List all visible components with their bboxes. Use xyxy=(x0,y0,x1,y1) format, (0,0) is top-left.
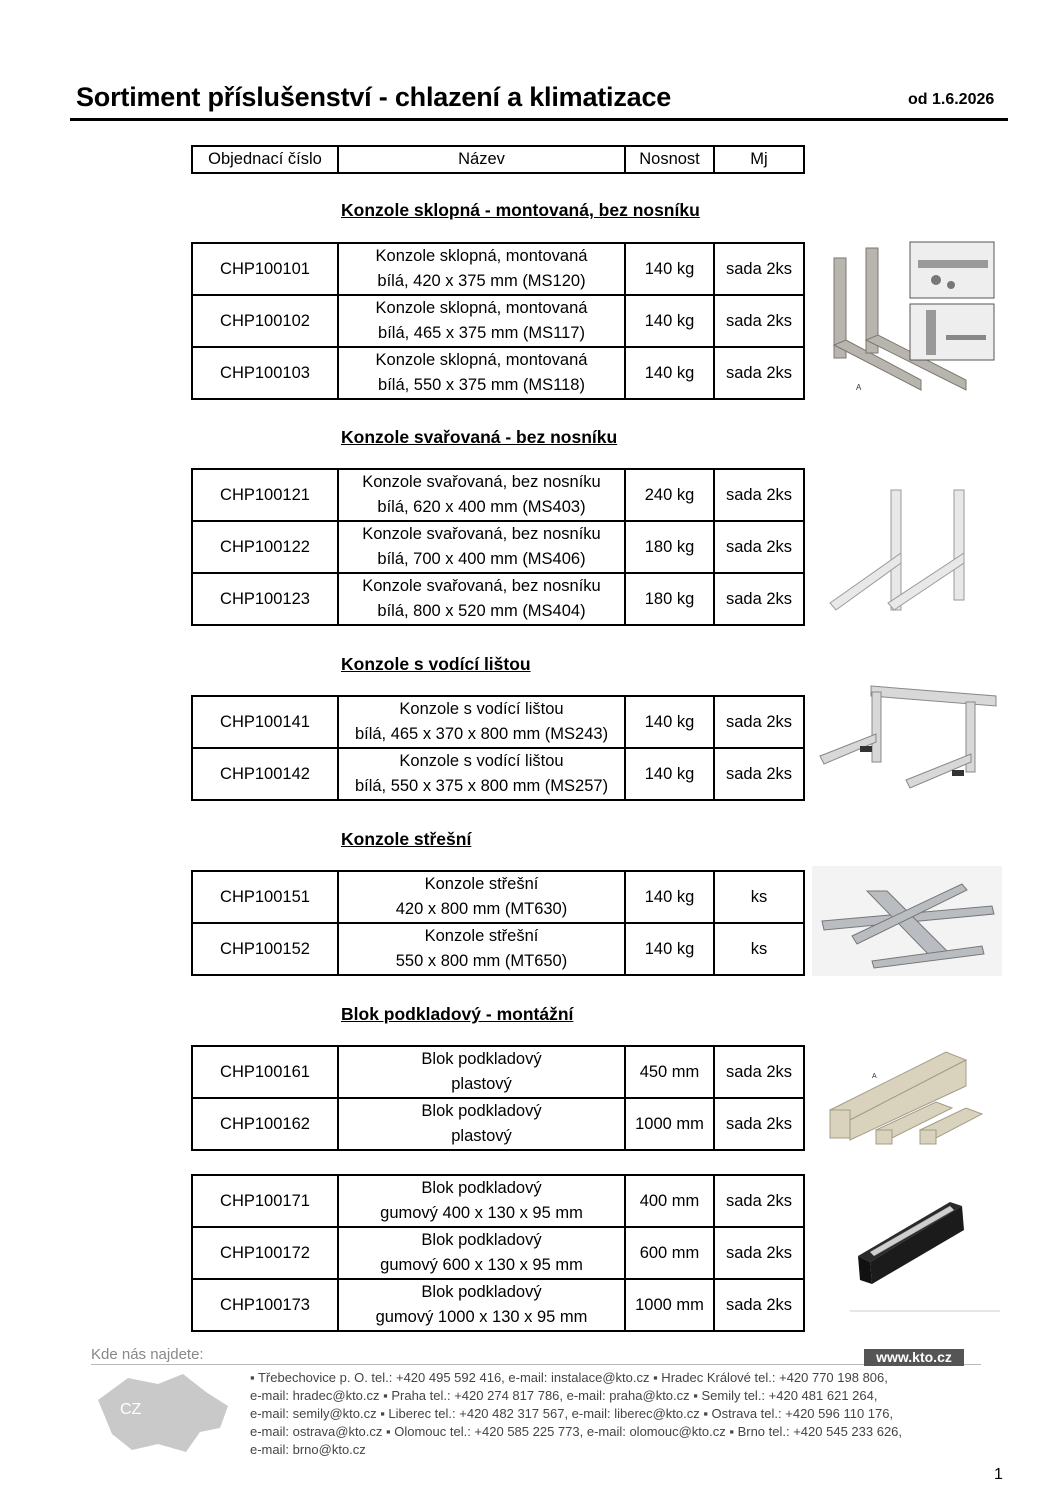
product-name-line: bílá, 800 x 520 mm (MS404) xyxy=(377,602,586,620)
product-name xyxy=(338,521,625,573)
order-code: CHP100152 xyxy=(192,923,338,975)
valid-from-date: od 1.6.2026 xyxy=(908,91,995,108)
product-name xyxy=(338,1227,625,1279)
website-badge[interactable]: www.kto.cz xyxy=(864,1349,964,1366)
unit: sada 2ks xyxy=(714,1175,804,1227)
order-code: CHP100151 xyxy=(192,871,338,923)
roof-bracket-image xyxy=(812,866,1002,976)
order-code: CHP100142 xyxy=(192,748,338,800)
product-name-line: Blok podkladový xyxy=(421,1283,542,1301)
load-capacity: 400 mm xyxy=(625,1175,714,1227)
table-row xyxy=(192,871,804,923)
czech-map-icon xyxy=(88,1370,238,1460)
plastic-block-image xyxy=(826,1050,986,1146)
column-header-load: Nosnost xyxy=(625,146,714,173)
table-row xyxy=(192,1098,804,1150)
product-table xyxy=(191,468,805,626)
contact-line: ▪ Třebechovice p. O. tel.: +420 495 592 416, e-mail: instalace@kto.cz ▪ Hradec Králové tel.: +420 770 198 806, xyxy=(250,1370,888,1385)
table-row xyxy=(192,923,804,975)
contact-line: e-mail: semily@kto.cz ▪ Liberec tel.: +420 482 317 567, e-mail: liberec@kto.cz ▪ Ostrava tel.: +420 596 110 176, xyxy=(250,1406,894,1421)
product-name-line: Konzole střešní xyxy=(424,927,539,945)
product-table xyxy=(191,242,805,400)
contact-line: e-mail: ostrava@kto.cz ▪ Olomouc tel.: +420 585 225 773, e-mail: olomouc@kto.cz ▪ Brno tel.: +420 545 233 626, xyxy=(250,1424,903,1439)
contact-info xyxy=(250,1369,970,1459)
order-code: CHP100122 xyxy=(192,521,338,573)
order-code: CHP100103 xyxy=(192,347,338,399)
product-name-line: Blok podkladový xyxy=(421,1050,542,1068)
product-name-line: bílá, 700 x 400 mm (MS406) xyxy=(377,550,586,568)
product-name-line: plastový xyxy=(451,1075,512,1093)
table-row xyxy=(192,1046,804,1098)
unit: sada 2ks xyxy=(714,696,804,748)
column-header-name: Název xyxy=(338,146,625,173)
order-code: CHP100123 xyxy=(192,573,338,625)
load-capacity: 450 mm xyxy=(625,1046,714,1098)
product-name-line: gumový 400 x 130 x 95 mm xyxy=(380,1204,583,1222)
page-number: 1 xyxy=(994,1466,1003,1483)
order-code: CHP100161 xyxy=(192,1046,338,1098)
product-name xyxy=(338,573,625,625)
product-name xyxy=(338,469,625,521)
column-header-unit: Mj xyxy=(714,146,804,173)
section-title: Konzole sklopná - montovaná, bez nosníku xyxy=(341,200,700,220)
unit: sada 2ks xyxy=(714,521,804,573)
load-capacity: 140 kg xyxy=(625,295,714,347)
load-capacity: 1000 mm xyxy=(625,1098,714,1150)
load-capacity: 140 kg xyxy=(625,748,714,800)
product-table xyxy=(191,695,805,801)
section-title: Konzole s vodící lištou xyxy=(341,654,531,674)
product-name-line: gumový 600 x 130 x 95 mm xyxy=(380,1256,583,1274)
product-name xyxy=(338,243,625,295)
unit: sada 2ks xyxy=(714,469,804,521)
product-name-line: gumový 1000 x 130 x 95 mm xyxy=(375,1308,588,1326)
unit: sada 2ks xyxy=(714,347,804,399)
order-code: CHP100102 xyxy=(192,295,338,347)
order-code: CHP100172 xyxy=(192,1227,338,1279)
table-row xyxy=(192,347,804,399)
product-name-line: 550 x 800 mm (MT650) xyxy=(395,952,568,970)
footer-label: Kde nás najdete: xyxy=(91,1346,204,1363)
contact-line: e-mail: hradec@kto.cz ▪ Praha tel.: +420 274 817 786, e-mail: praha@kto.cz ▪ Semily tel.: +420 481 621 264, xyxy=(250,1388,878,1403)
product-name-line: bílá, 420 x 375 mm (MS120) xyxy=(377,272,586,290)
table-row xyxy=(192,295,804,347)
product-name-line: Blok podkladový xyxy=(421,1179,542,1197)
table-row xyxy=(192,521,804,573)
unit: ks xyxy=(714,923,804,975)
contact-line: e-mail: brno@kto.cz xyxy=(250,1442,366,1457)
product-name-line: bílá, 550 x 375 mm (MS118) xyxy=(378,376,585,394)
rubber-block-image xyxy=(850,1196,1002,1314)
load-capacity: 180 kg xyxy=(625,521,714,573)
load-capacity: 140 kg xyxy=(625,243,714,295)
load-capacity: 140 kg xyxy=(625,347,714,399)
load-capacity: 140 kg xyxy=(625,923,714,975)
dimension-marker: A xyxy=(872,1073,877,1080)
product-name-line: bílá, 465 x 370 x 800 mm (MS243) xyxy=(354,725,609,743)
dimension-marker: A xyxy=(856,383,862,392)
table-row xyxy=(192,748,804,800)
product-name-line: Konzole sklopná, montovaná xyxy=(375,299,588,317)
column-header-table xyxy=(191,145,805,174)
order-code: CHP100162 xyxy=(192,1098,338,1150)
table-row xyxy=(192,1279,804,1331)
product-name xyxy=(338,295,625,347)
unit: sada 2ks xyxy=(714,573,804,625)
product-name xyxy=(338,1098,625,1150)
unit: sada 2ks xyxy=(714,1046,804,1098)
section-title: Konzole střešní xyxy=(341,829,472,849)
product-name xyxy=(338,347,625,399)
unit: sada 2ks xyxy=(714,1227,804,1279)
product-name xyxy=(338,1046,625,1098)
product-table xyxy=(191,1045,805,1151)
unit: ks xyxy=(714,871,804,923)
product-name-line: Konzole svařovaná, bez nosníku xyxy=(362,577,601,595)
load-capacity: 240 kg xyxy=(625,469,714,521)
table-row xyxy=(192,696,804,748)
product-name-line: Konzole sklopná, montovaná xyxy=(375,247,588,265)
page-title: Sortiment příslušenství - chlazení a klimatizace xyxy=(76,82,672,112)
order-code: CHP100141 xyxy=(192,696,338,748)
product-name xyxy=(338,1279,625,1331)
table-row xyxy=(192,573,804,625)
welded-bracket-image xyxy=(826,488,976,613)
folding-bracket-image xyxy=(826,240,996,400)
product-name-line: Konzole s vodící lištou xyxy=(399,700,564,718)
product-name-line: Blok podkladový xyxy=(421,1231,542,1249)
product-name xyxy=(338,696,625,748)
product-name-line: Blok podkladový xyxy=(421,1102,542,1120)
load-capacity: 600 mm xyxy=(625,1227,714,1279)
column-header-code: Objednací číslo xyxy=(192,146,338,173)
product-name xyxy=(338,871,625,923)
product-table xyxy=(191,870,805,976)
footer-divider xyxy=(91,1364,981,1365)
section-title: Konzole svařovaná - bez nosníku xyxy=(341,427,618,447)
product-name-line: Konzole sklopná, montovaná xyxy=(375,351,588,369)
header-divider xyxy=(70,118,1008,121)
table-row xyxy=(192,243,804,295)
unit: sada 2ks xyxy=(714,243,804,295)
unit: sada 2ks xyxy=(714,748,804,800)
product-name xyxy=(338,748,625,800)
product-name xyxy=(338,923,625,975)
product-name-line: Konzole s vodící lištou xyxy=(399,752,564,770)
table-row xyxy=(192,1227,804,1279)
product-name-line: bílá, 550 x 375 x 800 mm (MS257) xyxy=(354,777,609,795)
unit: sada 2ks xyxy=(714,1098,804,1150)
product-table xyxy=(191,1174,805,1332)
product-name-line: bílá, 620 x 400 mm (MS403) xyxy=(377,498,586,516)
product-name-line: Konzole svařovaná, bez nosníku xyxy=(362,525,601,543)
table-row xyxy=(192,469,804,521)
load-capacity: 1000 mm xyxy=(625,1279,714,1331)
unit: sada 2ks xyxy=(714,295,804,347)
product-name-line: 420 x 800 mm (MT630) xyxy=(395,900,568,918)
load-capacity: 180 kg xyxy=(625,573,714,625)
order-code: CHP100171 xyxy=(192,1175,338,1227)
order-code: CHP100173 xyxy=(192,1279,338,1331)
unit: sada 2ks xyxy=(714,1279,804,1331)
load-capacity: 140 kg xyxy=(625,696,714,748)
rail-bracket-image xyxy=(816,684,998,790)
order-code: CHP100101 xyxy=(192,243,338,295)
product-name-line: plastový xyxy=(451,1127,512,1145)
product-name-line: Konzole střešní xyxy=(424,875,539,893)
product-name-line: Konzole svařovaná, bez nosníku xyxy=(362,473,601,491)
load-capacity: 140 kg xyxy=(625,871,714,923)
product-name xyxy=(338,1175,625,1227)
order-code: CHP100121 xyxy=(192,469,338,521)
map-label: CZ xyxy=(120,1401,142,1418)
section-title: Blok podkladový - montážní xyxy=(341,1004,574,1024)
table-row xyxy=(192,1175,804,1227)
product-name-line: bílá, 465 x 375 mm (MS117) xyxy=(378,324,585,342)
